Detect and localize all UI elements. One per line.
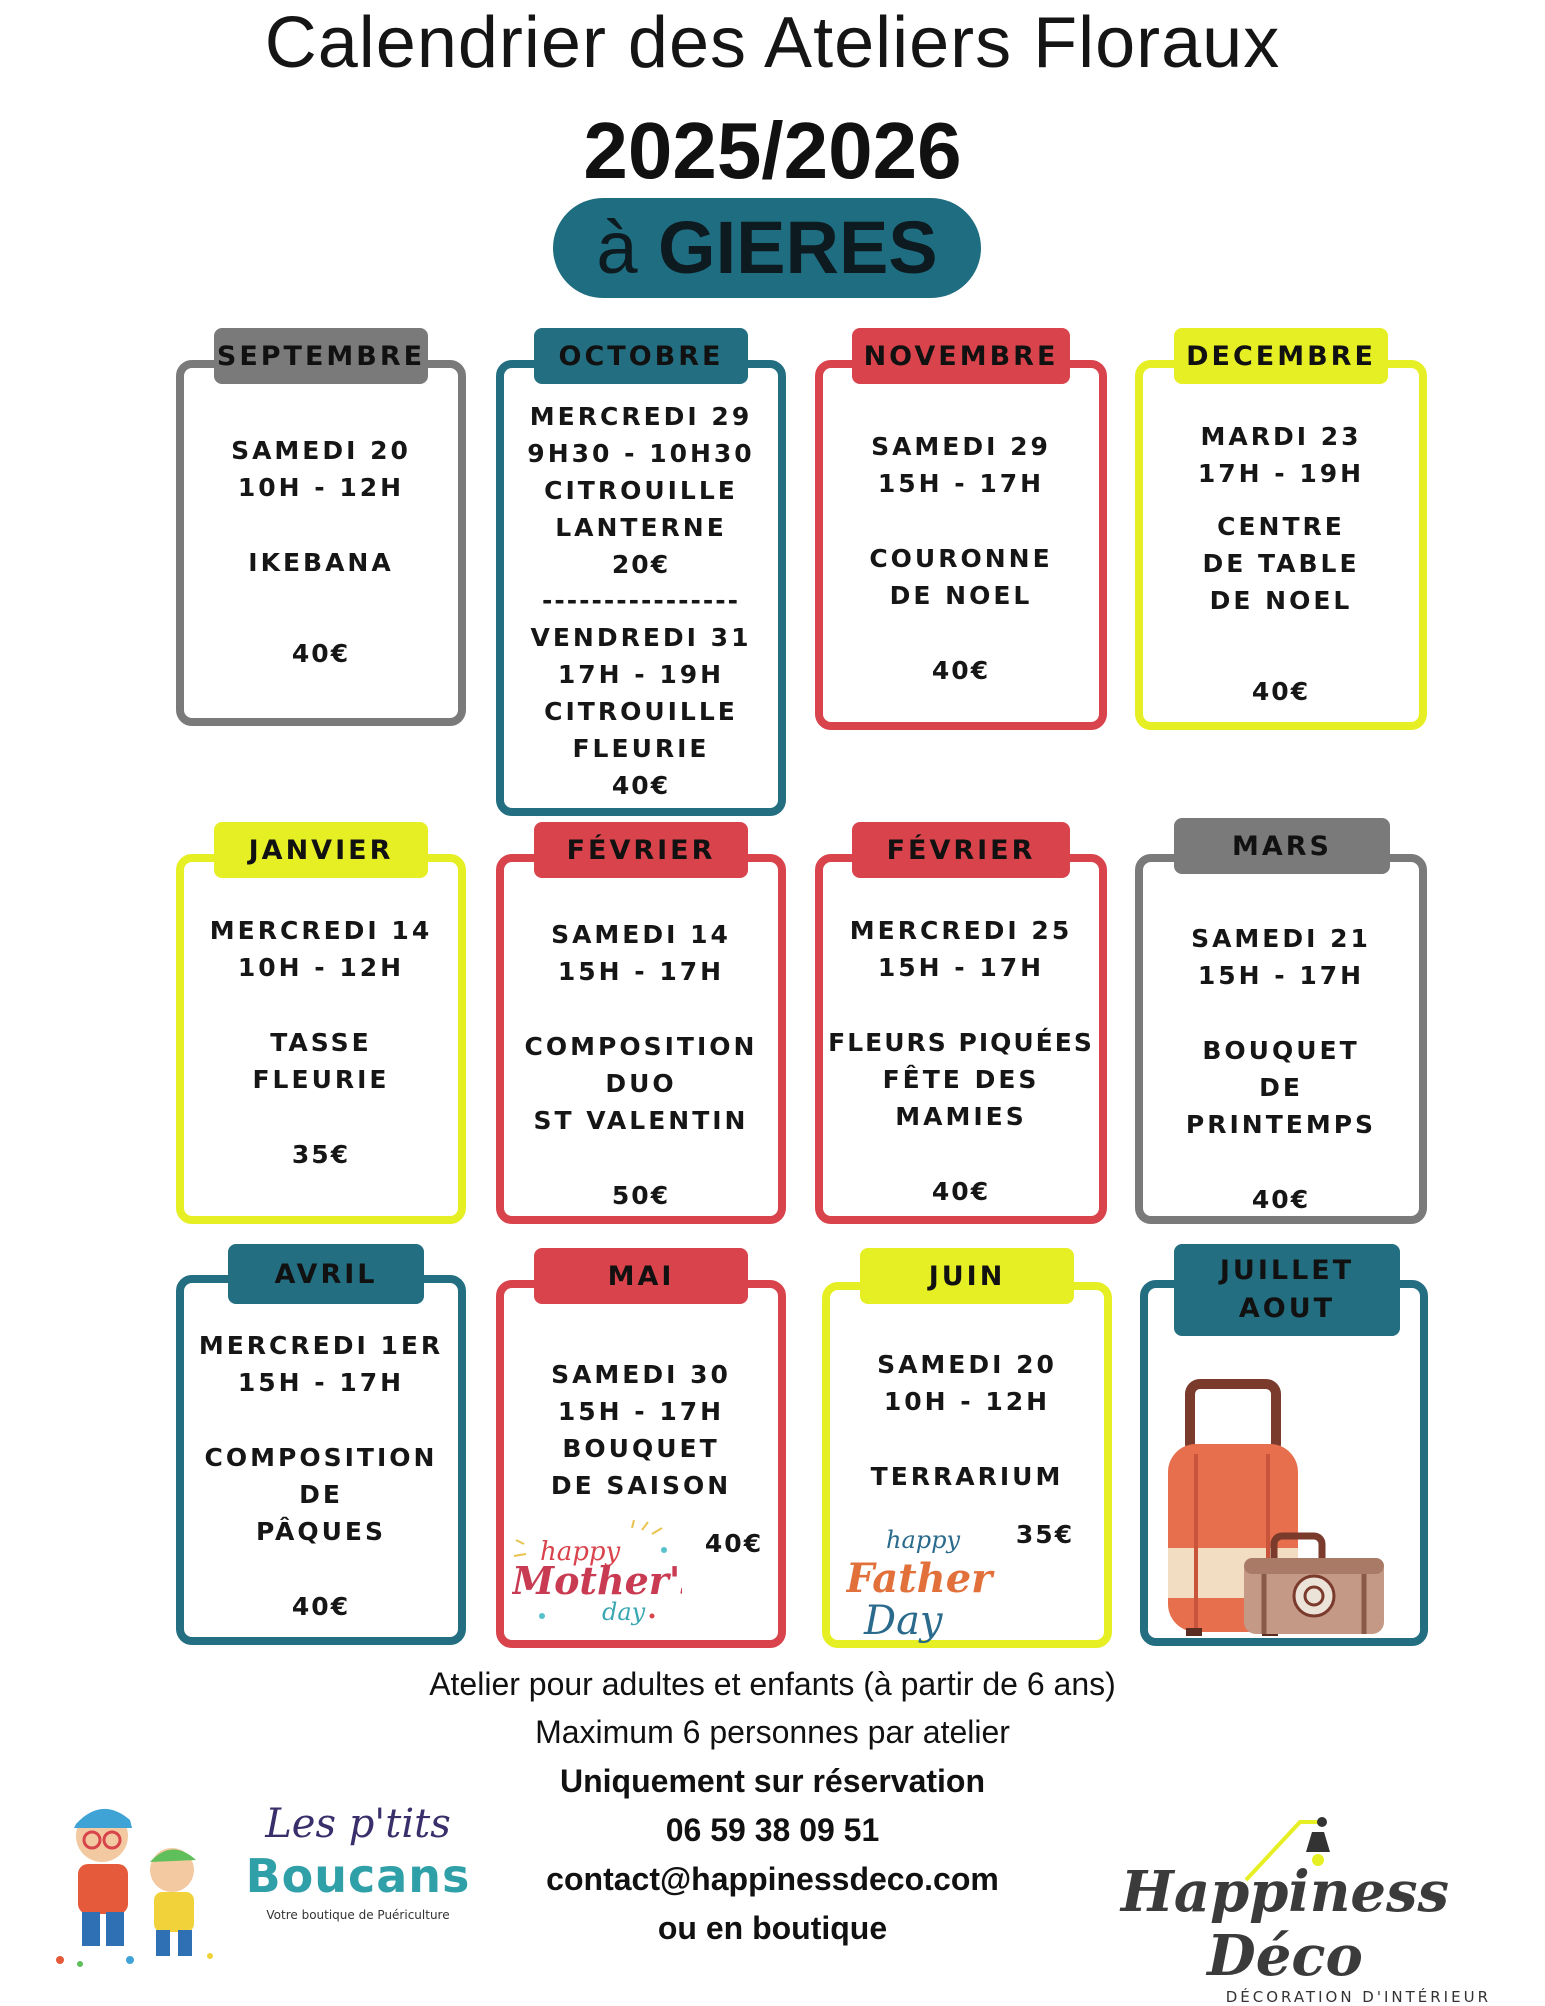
workshop-price: 40€ xyxy=(291,1592,351,1621)
session-day: SAMEDI 21 xyxy=(1191,924,1371,953)
deco-text-3: Day xyxy=(864,1598,943,1644)
deco-text-2: Mother' xyxy=(512,1558,681,1603)
month-tab-mai: MAI xyxy=(534,1248,748,1304)
session1-price: 20€ xyxy=(611,550,671,579)
session1-line2: LANTERNE xyxy=(555,513,727,542)
workshop-line1: COMPOSITION xyxy=(204,1443,438,1472)
session-time: 15H - 17H xyxy=(237,1368,405,1397)
luggage-illustration xyxy=(1156,1378,1396,1638)
deco-text-1: happy xyxy=(886,1526,961,1554)
session-time: 10H - 12H xyxy=(237,953,405,982)
boucans-logo-line1: Les p'tits xyxy=(265,1801,451,1847)
card-decembre xyxy=(1135,360,1427,730)
session2-day: VENDREDI 31 xyxy=(530,623,752,652)
happiness-logo-name: Happiness Déco xyxy=(1120,1859,1450,1989)
session-time: 15H - 17H xyxy=(557,1397,725,1426)
workshop-line2: FÊTE DES xyxy=(882,1065,1040,1094)
deco-text-2: Father xyxy=(846,1555,993,1602)
fathers-day-illustration xyxy=(846,1520,996,1646)
session-time: 17H - 19H xyxy=(1197,459,1365,488)
session-day: SAMEDI 30 xyxy=(551,1360,731,1389)
month-tab-fevrier-2: FÉVRIER xyxy=(852,822,1070,878)
workshop-line3: PÂQUES xyxy=(255,1517,386,1546)
workshop-line1: COURONNE xyxy=(869,544,1053,573)
workshop-line1: BOUQUET xyxy=(562,1434,720,1463)
session2-price: 40€ xyxy=(611,771,671,800)
month-tab-juillet-aout xyxy=(1174,1244,1400,1336)
mothers-day-illustration xyxy=(512,1520,682,1630)
footer-audience: Atelier pour adultes et enfants (à partir de 6 ans) xyxy=(429,1666,1116,1702)
session-time: 15H - 17H xyxy=(877,953,1045,982)
card-juin xyxy=(822,1282,1112,1648)
card-septembre xyxy=(176,360,466,726)
workshop-price: 40€ xyxy=(1251,1185,1311,1214)
deco-text-3: day xyxy=(602,1598,646,1626)
session1-time: 9H30 - 10H30 xyxy=(527,439,755,468)
month-tab-novembre: NOVEMBRE xyxy=(852,328,1070,384)
workshop-price: 40€ xyxy=(931,656,991,685)
session-day: SAMEDI 14 xyxy=(551,920,731,949)
workshop-line1: CENTRE xyxy=(1217,512,1345,541)
session-day: MERCREDI 14 xyxy=(209,916,433,945)
session2-line2: FLEURIE xyxy=(572,734,710,763)
session-day: MERCREDI 1ER xyxy=(198,1331,444,1360)
month-tab-avril: AVRIL xyxy=(228,1244,424,1304)
footer-phone[interactable]: 06 59 38 09 51 xyxy=(665,1812,880,1848)
session-day: MARDI 23 xyxy=(1200,422,1362,451)
footer-reservation: Uniquement sur réservation xyxy=(560,1763,985,1799)
workshop-price: 35€ xyxy=(291,1140,351,1169)
workshop-price: 40€ xyxy=(291,639,351,668)
workshop-line2: DE xyxy=(1259,1073,1303,1102)
workshop-line2: DUO xyxy=(605,1069,677,1098)
session-time: 10H - 12H xyxy=(883,1387,1051,1416)
session-separator: ---------------- xyxy=(541,586,740,615)
location-prefix: à xyxy=(596,206,638,289)
session-time: 15H - 17H xyxy=(877,469,1045,498)
month-tab-septembre: SEPTEMBRE xyxy=(214,328,428,384)
session1-day: MERCREDI 29 xyxy=(529,402,753,431)
session-time: 15H - 17H xyxy=(1197,961,1365,990)
footer-capacity: Maximum 6 personnes par atelier xyxy=(535,1714,1010,1750)
footer-shop: ou en boutique xyxy=(657,1910,888,1946)
session2-time: 17H - 19H xyxy=(557,660,725,689)
session-day: SAMEDI 29 xyxy=(871,432,1051,461)
card-novembre xyxy=(815,360,1107,730)
page-title: Calendrier des Ateliers Floraux xyxy=(264,3,1281,83)
boucans-kids-illustration xyxy=(40,1788,240,1968)
card-octobre xyxy=(496,360,786,816)
month-tab-fevrier-1: FÉVRIER xyxy=(534,822,748,878)
month-tab-mars: MARS xyxy=(1174,818,1390,874)
location-city: GIERES xyxy=(658,206,938,289)
happiness-logo-tagline: DÉCORATION D'INTÉRIEUR xyxy=(1225,1988,1491,2006)
deco-text-1: happy xyxy=(540,1537,621,1567)
month-label-juillet: JUILLET xyxy=(1219,1255,1355,1286)
session-time: 10H - 12H xyxy=(237,473,405,502)
card-janvier xyxy=(176,854,466,1224)
workshop-line1: COMPOSITION xyxy=(524,1032,758,1061)
month-tab-decembre: DECEMBRE xyxy=(1174,328,1388,384)
workshop-price: 40€ xyxy=(704,1529,764,1558)
workshop-line1: TERRARIUM xyxy=(870,1462,1064,1491)
workshop-line2: FLEURIE xyxy=(252,1065,390,1094)
workshop-line2: DE xyxy=(299,1480,343,1509)
month-tab-octobre: OCTOBRE xyxy=(534,328,748,384)
session-day: MERCREDI 25 xyxy=(849,916,1073,945)
workshop-price: 35€ xyxy=(1015,1520,1075,1549)
workshop-line3: MAMIES xyxy=(895,1102,1027,1131)
boucans-logo xyxy=(238,1800,478,1922)
card-fevrier-2 xyxy=(815,854,1107,1224)
card-avril xyxy=(176,1275,466,1645)
session2-line1: CITROUILLE xyxy=(544,697,738,726)
workshop-line2: DE TABLE xyxy=(1202,549,1360,578)
card-fevrier-1 xyxy=(496,854,786,1224)
session-time: 15H - 17H xyxy=(557,957,725,986)
boucans-logo-tagline: Votre boutique de Puériculture xyxy=(266,1908,450,1922)
workshop-name: IKEBANA xyxy=(248,548,394,577)
workshop-line2: DE NOEL xyxy=(889,581,1033,610)
workshop-line3: PRINTEMPS xyxy=(1185,1110,1377,1139)
month-tab-janvier: JANVIER xyxy=(214,822,428,878)
workshop-price: 50€ xyxy=(611,1181,671,1210)
boucans-logo-line2: Boucans xyxy=(245,1849,471,1903)
session-day: SAMEDI 20 xyxy=(231,436,411,465)
workshop-line3: DE NOEL xyxy=(1209,586,1353,615)
card-mars xyxy=(1135,854,1427,1224)
workshop-price: 40€ xyxy=(1251,677,1311,706)
page-year: 2025/2026 xyxy=(583,106,962,195)
happiness-logo xyxy=(1065,1860,1505,2006)
workshop-line1: BOUQUET xyxy=(1202,1036,1360,1065)
month-tab-juin: JUIN xyxy=(860,1248,1074,1304)
workshop-price: 40€ xyxy=(931,1177,991,1206)
card-mai xyxy=(496,1280,786,1648)
workshop-line2: DE SAISON xyxy=(550,1471,732,1500)
session-day: SAMEDI 20 xyxy=(877,1350,1057,1379)
workshop-line1: FLEURS PIQUÉES xyxy=(828,1028,1094,1057)
location-pill xyxy=(553,198,981,298)
workshop-line3: ST VALENTIN xyxy=(533,1106,749,1135)
workshop-line1: TASSE xyxy=(270,1028,372,1057)
month-label-aout: AOUT xyxy=(1238,1293,1336,1324)
footer-email[interactable]: contact@happinessdeco.com xyxy=(546,1861,999,1897)
session1-line1: CITROUILLE xyxy=(544,476,738,505)
